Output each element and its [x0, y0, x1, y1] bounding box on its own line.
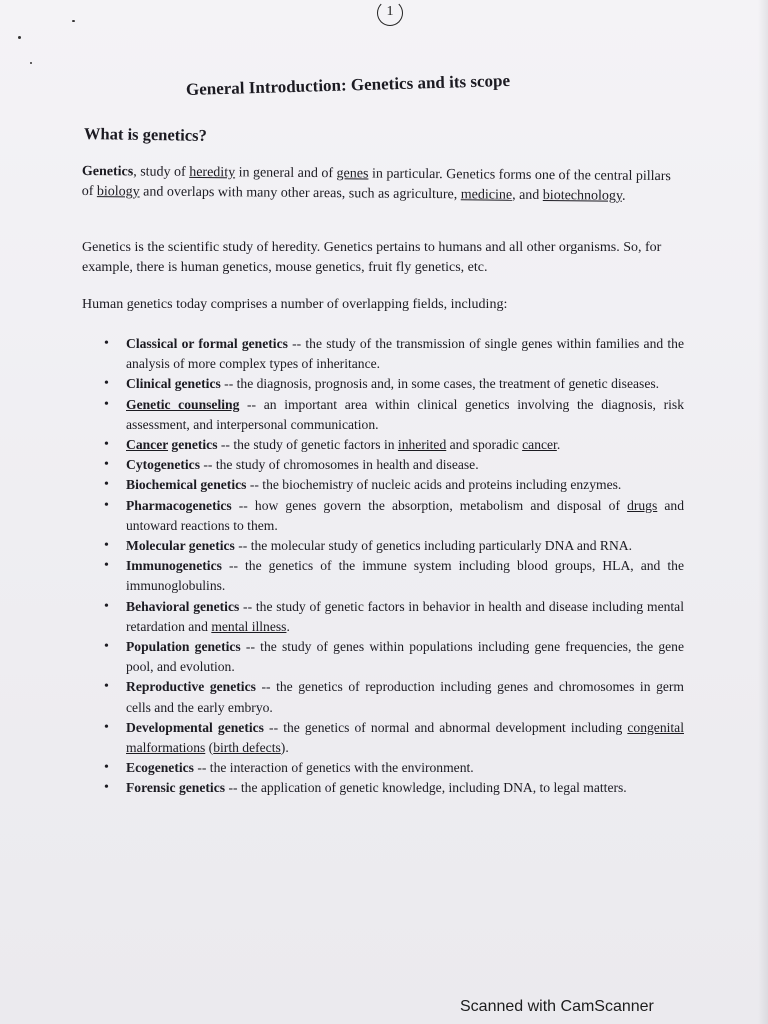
field-desc: -- the genetics of the immune system including blood groups, HLA, and the immunoglobulins. — [126, 558, 684, 594]
bullet-icon: • — [104, 457, 109, 473]
list-item — [104, 334, 684, 374]
list-item — [104, 677, 684, 717]
list-item — [104, 778, 684, 798]
field-desc: . — [556, 437, 561, 453]
field-desc: and sporadic — [446, 437, 523, 453]
link-medicine[interactable]: medicine — [460, 187, 513, 203]
field-desc: -- the interaction of genetics with the environment. — [193, 760, 474, 776]
list-item — [104, 496, 684, 536]
field-desc: -- the molecular study of genetics including particularly DNA and RNA. — [234, 538, 632, 554]
field-term: Behavioral genetics — [126, 598, 240, 614]
intro-text: and overlaps with many other areas, such as agriculture, — [139, 184, 461, 203]
scan-speck — [72, 20, 75, 22]
field-desc: -- the study of genetic factors in — [217, 437, 398, 453]
field-desc: -- the genetics of normal and abnormal development including — [263, 719, 628, 735]
field-term: Pharmacogenetics — [126, 497, 232, 513]
field-desc: ( — [205, 740, 214, 756]
list-item — [104, 718, 684, 758]
list-item — [104, 475, 684, 495]
link-genetic-counseling[interactable]: Genetic counseling — [126, 396, 240, 412]
link-inherited[interactable]: inherited — [397, 437, 447, 453]
link-cancer[interactable]: Cancer — [126, 437, 169, 453]
intro-text: in general and of — [235, 165, 337, 182]
list-item — [104, 536, 684, 556]
intro-text: , and — [512, 187, 543, 204]
field-desc: -- the biochemistry of nucleic acids and proteins including enzymes. — [246, 477, 622, 493]
page-edge-shadow — [758, 0, 768, 1024]
bullet-icon: • — [104, 598, 109, 614]
field-desc: -- the genetics of reproduction including genes and chromosomes in germ cells and the early embryo. — [126, 679, 684, 715]
link-heredity[interactable]: heredity — [189, 164, 236, 181]
field-desc: . — [286, 618, 290, 634]
bullet-icon: • — [104, 497, 109, 513]
bullet-icon: • — [104, 780, 109, 796]
intro-text: in particular. Genetics forms one of the central pillars of — [81, 166, 671, 200]
field-term: genetics — [168, 437, 218, 453]
field-desc: -- the application of genetic knowledge, including DNA, to legal matters. — [225, 780, 627, 796]
bullet-icon: • — [104, 679, 109, 695]
link-genes[interactable]: genes — [336, 166, 369, 182]
intro-text: . — [621, 188, 626, 204]
list-item — [104, 374, 684, 394]
link-mental-illness[interactable]: mental illness — [211, 618, 287, 634]
section-heading: What is genetics? — [83, 124, 207, 145]
field-term: Forensic genetics — [126, 780, 226, 796]
bullet-icon: • — [104, 639, 109, 655]
field-term: Reproductive genetics — [126, 679, 256, 695]
field-term: Clinical genetics — [126, 376, 221, 392]
bullet-icon: • — [104, 760, 109, 776]
field-term: Cytogenetics — [126, 457, 200, 473]
genetics-fields-list — [104, 334, 684, 799]
field-term: Population genetics — [126, 639, 241, 655]
list-item — [104, 597, 684, 637]
bullet-icon: • — [104, 437, 109, 453]
field-desc: ). — [280, 740, 289, 756]
definition-text: Genetics is the scientific study of heredity. Genetics pertains to humans and all other organisms. So, for example, there is human genetics, mouse genetics, fruit fly genetics, etc. — [82, 240, 662, 275]
fields-intro-paragraph — [82, 295, 682, 315]
intro-term: Genetics — [81, 163, 134, 180]
page-number-mark: 1 — [377, 0, 403, 26]
field-desc: -- the study of genes within populations including gene frequencies, the gene pool, and evolution. — [126, 639, 685, 675]
link-cancer-disease[interactable]: cancer — [522, 437, 557, 453]
bullet-icon: • — [104, 558, 109, 574]
list-item — [104, 637, 684, 677]
field-desc: -- the study of chromosomes in health and disease. — [200, 457, 479, 473]
document-title: General Introduction: Genetics and its scope — [185, 70, 511, 99]
field-term: Molecular genetics — [126, 538, 235, 554]
bullet-icon: • — [104, 477, 109, 493]
bullet-icon: • — [104, 719, 109, 735]
list-item — [104, 395, 684, 435]
link-biology[interactable]: biology — [96, 184, 140, 200]
scan-speck — [30, 62, 32, 64]
field-term: Classical or formal genetics — [126, 336, 288, 351]
list-item — [104, 758, 684, 778]
field-term: Immunogenetics — [126, 558, 222, 574]
fields-intro-text: Human genetics today comprises a number of overlapping fields, including: — [82, 297, 508, 312]
list-item — [104, 455, 684, 475]
bullet-icon: • — [104, 336, 109, 351]
scan-speck — [18, 36, 21, 39]
link-biotechnology[interactable]: biotechnology — [542, 188, 623, 204]
bullet-icon: • — [104, 376, 109, 392]
link-birth-defects[interactable]: birth defects — [213, 740, 281, 756]
field-desc: and untoward reactions to them. — [126, 497, 684, 533]
bullet-icon: • — [104, 538, 109, 554]
intro-text: , study of — [133, 164, 190, 180]
link-drugs[interactable]: drugs — [627, 497, 658, 513]
field-desc: -- the diagnosis, prognosis and, in some cases, the treatment of genetic diseases. — [220, 376, 660, 392]
field-desc: -- an important area within clinical genetics involving the diagnosis, risk assessment, and interpersonal communication. — [126, 396, 684, 432]
field-term: Ecogenetics — [126, 760, 194, 776]
field-desc: -- the study of the transmission of single genes within families and the analysis of more complex types of inheritance. — [126, 336, 684, 372]
field-term: Developmental genetics — [126, 719, 264, 735]
list-item — [104, 435, 684, 455]
bullet-icon: • — [104, 396, 109, 412]
definition-paragraph — [82, 238, 682, 278]
scanner-watermark: Scanned with CamScanner — [460, 998, 654, 1015]
field-term: Biochemical genetics — [126, 477, 247, 493]
field-desc: -- how genes govern the absorption, metabolism and disposal of — [231, 497, 628, 513]
list-item — [104, 556, 684, 596]
field-desc: -- the study of genetic factors in behavior in health and disease including mental retardation and — [126, 598, 684, 634]
intro-paragraph — [82, 162, 682, 207]
link-congenital-malformations[interactable]: congenital malformations — [126, 719, 684, 756]
